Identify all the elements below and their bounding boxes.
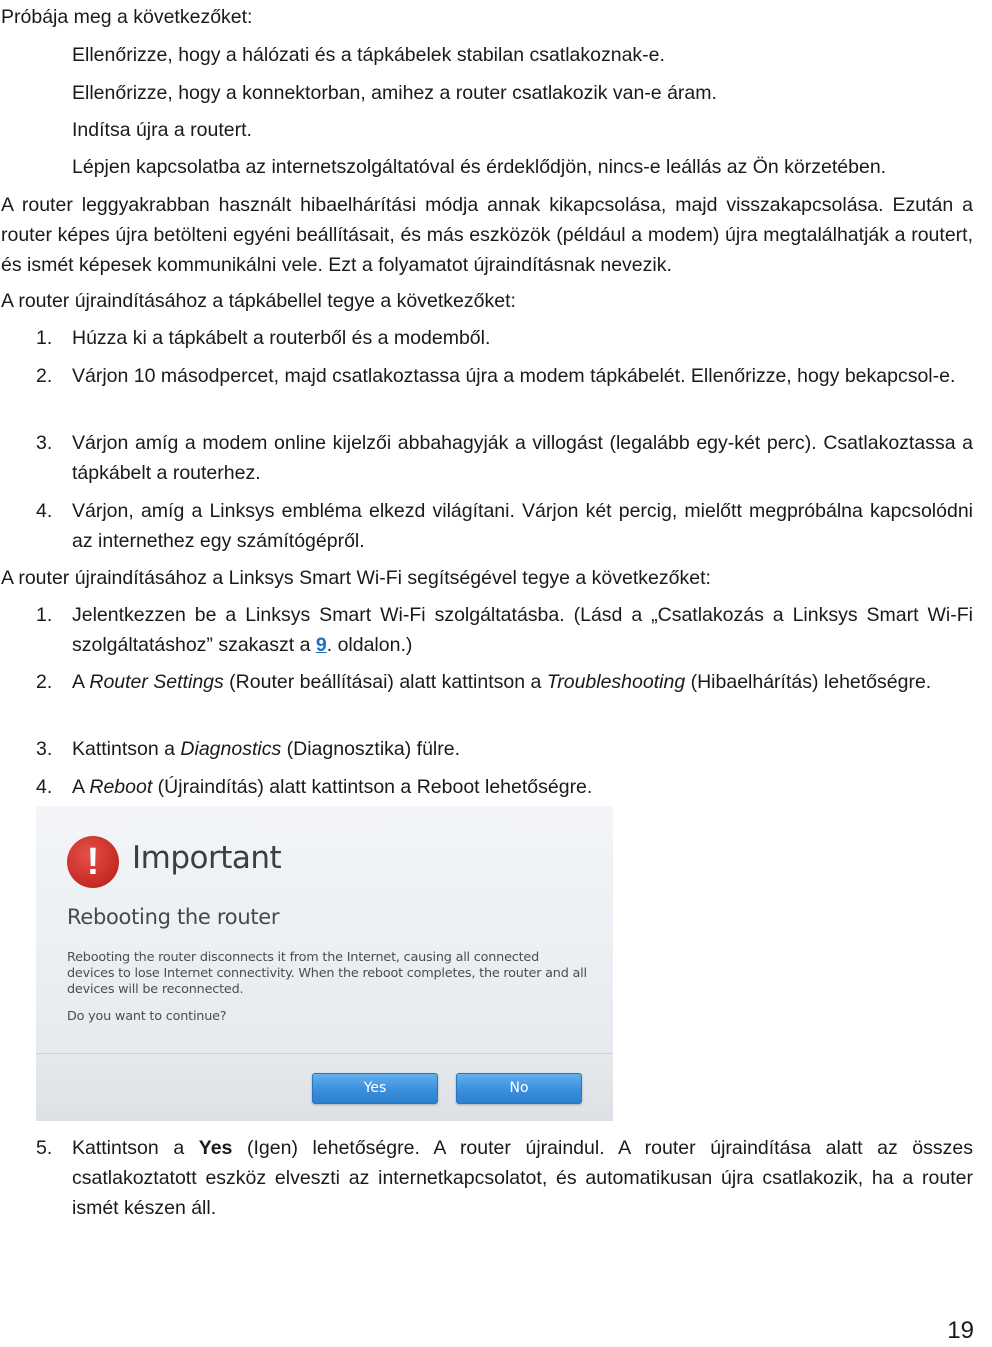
step-number: 5. [36, 1137, 53, 1159]
diagnostics-term: Diagnostics [180, 738, 282, 760]
wifi-step [72, 1133, 973, 1223]
step-number: 3. [36, 738, 53, 760]
check-item: Lépjen kapcsolatba az internetszolgáltatóval és érdeklődjön, nincs-e leállás az Ön körzetében. [72, 156, 887, 178]
wifi-step [72, 772, 973, 802]
wifi-heading: A router újraindításához a Linksys Smart Wi-Fi segítségével tegye a következőket: [1, 567, 711, 589]
wifi-step-text: (Igen) lehetőségre. A router újraindul. A router újraindítása alatt az összes csatlakoztatott eszköz elveszti az internetkapcsolatot, és automatikusan újra csatlakozik, ha a router ismét készen áll. [72, 1137, 973, 1219]
wifi-step-text: (Diagnosztika) fülre. [281, 738, 461, 760]
step-number: 1. [36, 327, 53, 349]
yes-term: Yes [198, 1137, 233, 1159]
step-number: 4. [36, 776, 53, 798]
yes-button[interactable]: Yes [312, 1073, 438, 1104]
wifi-step [72, 734, 973, 764]
page-link[interactable]: 9 [315, 634, 327, 656]
power-step: Várjon amíg a modem online kijelzői abbahagyják a villogást (legalább egy-két perc). Csatlakoztassa a tápkábelt a routerhez. [72, 432, 973, 484]
wifi-step-text: A [72, 671, 90, 693]
step-number: 2. [36, 365, 53, 387]
check-item: Indítsa újra a routert. [72, 119, 252, 141]
wifi-step-text: (Router beállításai) alatt kattintson a [223, 671, 547, 693]
dialog-message: Rebooting the router disconnects it from the Internet, causing all connected devices to lose Internet connectivity. When the reboot completes, the router and all devices will be reconnected. [67, 950, 587, 997]
step-number: 3. [36, 432, 53, 454]
wifi-step-text: (Újraindítás) alatt kattintson a Reboot lehetőségre. [152, 776, 593, 798]
page-number: 19 [947, 1317, 974, 1344]
check-item: Ellenőrizze, hogy a konnektorban, amihez a router csatlakozik van-e áram. [72, 82, 717, 104]
wifi-step-text: Jelentkezzen be a Linksys Smart Wi-Fi szolgáltatásba. (Lásd a „Csatlakozás a Linksys Smart Wi-Fi szolgáltatáshoz” szakaszt a [72, 604, 973, 656]
power-step: Várjon, amíg a Linksys embléma elkezd világítani. Várjon két percig, mielőtt megpróbálna kapcsolódni az internethez egy számítógépről. [72, 500, 973, 552]
wifi-step [72, 600, 973, 660]
dialog-footer [36, 1053, 613, 1121]
dialog-heading: Important [132, 840, 282, 876]
wifi-step-text: Kattintson a [72, 738, 181, 760]
step-number: 4. [36, 500, 53, 522]
step-number: 2. [36, 671, 53, 693]
reboot-explanation: A router leggyakrabban használt hibaelhárítási módja annak kikapcsolása, majd visszakapcsolása. Ezután a router képes újra betölteni egyéni beállításait, és más eszközök (például a modem) újra megtalálhatják a routert, és ismét képesek kommunikálni vele. Ezt a folyamatot újraindításnak nevezik. [1, 194, 973, 276]
wifi-step [72, 667, 973, 697]
check-item: Ellenőrizze, hogy a hálózati és a tápkábelek stabilan csatlakoznak-e. [72, 44, 665, 66]
step-number: 1. [36, 604, 53, 626]
reboot-term: Reboot [89, 776, 153, 798]
wifi-step-text: (Hibaelhárítás) lehetőségre. [685, 671, 932, 693]
troubleshooting-term: Troubleshooting [546, 671, 686, 693]
router-settings-term: Router Settings [89, 671, 224, 693]
wifi-step-text: Kattintson a [72, 1137, 199, 1159]
dialog-title: Rebooting the router [67, 905, 280, 929]
power-heading: A router újraindításához a tápkábellel tegye a következőket: [1, 290, 516, 312]
power-step: Várjon 10 másodpercet, majd csatlakoztassa újra a modem tápkábelét. Ellenőrizze, hogy bekapcsol-e. [72, 365, 956, 387]
power-step: Húzza ki a tápkábelt a routerből és a modemből. [72, 327, 491, 349]
wifi-step-text: A [72, 776, 90, 798]
reboot-dialog-screenshot [36, 806, 613, 1121]
wifi-step-text: . oldalon.) [326, 634, 413, 656]
no-button[interactable]: No [456, 1073, 582, 1104]
dialog-question: Do you want to continue? [67, 1009, 227, 1024]
exclamation-icon: ! [67, 836, 119, 888]
intro-text: Próbája meg a következőket: [1, 6, 253, 28]
